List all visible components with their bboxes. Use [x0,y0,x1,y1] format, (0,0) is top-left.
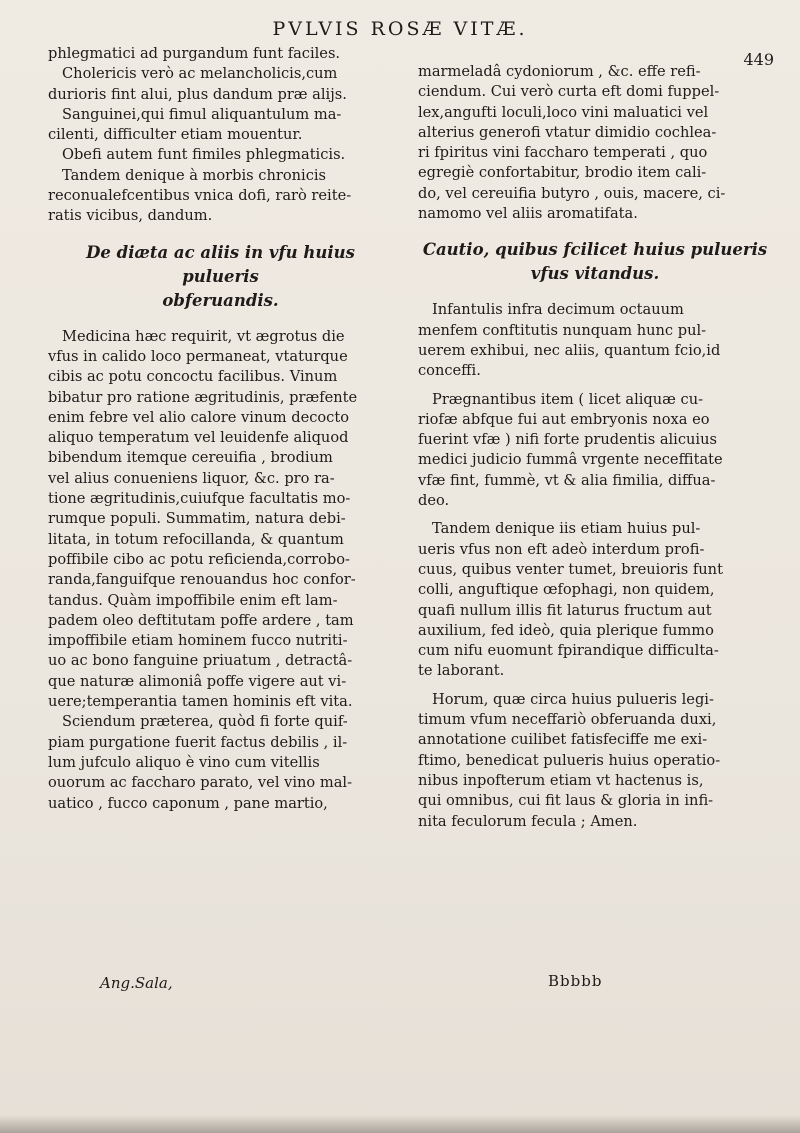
text-line: lex,angufti loculi,loco vini maluatici vel [418,103,709,121]
text-line: lum jufculo aliquo è vino cum vitellis [48,753,320,771]
page-number: 449 [743,50,774,69]
text-line: tione ægritudinis,cuiufque facultatis mo- [48,490,351,508]
text-line: Obefi autem funt fimiles phlegmaticis. [62,146,346,164]
text-line: medici judicio fummâ vrgente neceffitate [418,451,723,469]
text-line: cuus, quibus venter tumet, breuioris funt [418,560,723,578]
text-line: fuerint vfæ ) nifi forte prudentis alicuius [418,431,717,449]
text-line: conceffi. [418,362,481,380]
text-line: colli, anguftique œfophagi, non quidem, [418,581,715,599]
text-line: vfæ fint, fummè, vt & alia fimilia, diffua- [418,471,716,489]
catchword: Bbbbb [548,972,603,990]
text-line: nibus inpofterum etiam vt hactenus is, [418,771,704,789]
page-edge-shadow [0,1115,800,1133]
section-heading: obferuandis. [162,290,279,310]
text-line: enim febre vel alio calore vinum decocto [48,408,349,426]
text-line: ueris vfus non eft adeò interdum profi- [418,540,705,558]
text-line: cilenti, difficulter etiam mouentur. [48,126,303,144]
text-line: ftimo, benedicat pulueris huius operatio- [418,751,721,769]
text-line: que naturæ alimoniâ poffe vigere aut vi- [48,672,347,690]
text-line: durioris fint alui, plus dandum præ alijs. [48,85,347,103]
text-line: vfus in calido loco permaneat, vtaturque [48,347,348,365]
text-line: ri fpiritus vini faccharo temperati , quo [418,144,708,162]
text-line: reconualefcentibus vnica dofi, rarò reite- [48,187,352,205]
text-line: Sciendum præterea, quòd fi forte quif- [62,713,348,731]
text-line: Tandem denique iis etiam huius pul- [432,520,701,538]
text-line: phlegmatici ad purgandum funt faciles. [48,45,341,62]
text-line: namomo vel aliis aromatifata. [418,205,638,223]
text-line: uo ac bono fanguine priuatum , detractâ- [48,652,353,670]
text-line: menfem conftitutis nunquam hunc pul- [418,321,707,339]
section-heading: Cautio, quibus fcilicet huius pulueris [422,240,768,260]
text-line: uere;temperantia tamen hominis eft vita. [48,693,353,711]
text-line: Tandem denique à morbis chronicis [62,166,327,184]
text-line: aliquo temperatum vel leuidenfe aliquod [48,429,349,447]
text-line: Prægnantibus item ( licet aliquæ cu- [432,390,704,408]
text-line: impoffibile etiam hominem fucco nutriti- [48,632,348,650]
text-line: marmeladâ cydoniorum , &c. effe refi- [418,63,701,80]
running-head: PVLVIS ROSÆ VITÆ. [272,18,528,40]
text-line: do, vel cereuifia butyro , ouis, macere, ci- [418,184,726,202]
text-line: piam purgatione fuerit factus debilis , il- [48,733,348,751]
text-line: randa,fanguifque renouandus hoc confor- [48,571,356,589]
text-line: nita feculorum fecula ; Amen. [418,812,638,830]
text-line: bibendum itemque cereuifia , brodium [48,449,333,467]
text-line: poffibile cibo ac potu reficienda,corrobo- [48,550,350,568]
left-column [48,44,393,814]
right-column [418,62,772,832]
text-line: ratis vicibus, dandum. [48,207,213,225]
text-line: cum nifu euomunt fpirandique difficulta- [418,642,719,660]
text-line: uerem exhibui, nec aliis, quantum fcio,id [418,341,721,359]
text-line: padem oleo deftitutam poffe ardere , tam [48,611,354,629]
text-line: te laborant. [418,662,505,680]
text-line: ciendum. Cui verò curta eft domi fuppel- [418,83,720,101]
text-line: Medicina hæc requirit, vt ægrotus die [62,327,345,345]
text-line: timum vfum neceffariò obferuanda duxi, [418,711,717,729]
text-line: Sanguinei,qui fimul aliquantulum ma- [62,105,342,123]
text-line: alterius generofi vtatur dimidio cochlea- [418,123,717,141]
text-line: egregiè confortabitur, brodio item cali- [418,164,707,182]
text-line: uatico , fucco caponum , pane martio, [48,794,328,812]
text-line: bibatur pro ratione ægritudinis, præfente [48,388,358,406]
text-line: auxilium, fed ideò, quia plerique fummo [418,621,714,639]
printer-signature: Ang.Sala, [100,974,173,992]
text-line: litata, in totum refocillanda, & quantum [48,530,344,548]
text-line: quafi nullum illis fit laturus fructum aut [418,601,712,619]
text-line: Horum, quæ circa huius pulueris legi- [432,690,714,708]
text-line: qui omnibus, cui fit laus & gloria in infi- [418,792,714,810]
text-line: vel alius conueniens liquor, &c. pro ra- [48,469,335,487]
text-line: Cholericis verò ac melancholicis,cum [62,65,338,83]
text-line: rumque populi. Summatim, natura debi- [48,510,346,528]
text-line: riofæ abfque fui aut embryonis noxa eo [418,410,710,428]
section-heading: vfus vitandus. [530,264,660,284]
text-line: cibis ac potu concoctu facilibus. Vinum [48,368,338,386]
text-line: tandus. Quàm impoffibile enim eft lam- [48,591,338,609]
text-line: Infantulis infra decimum octauum [432,301,684,319]
text-line: deo. [418,492,450,510]
text-line: ouorum ac faccharo parato, vel vino mal- [48,774,352,792]
section-heading: De diæta ac aliis in vfu huius pulueris [86,242,355,286]
text-line: annotatione cuilibet fatisfeciffe me exi- [418,731,708,749]
